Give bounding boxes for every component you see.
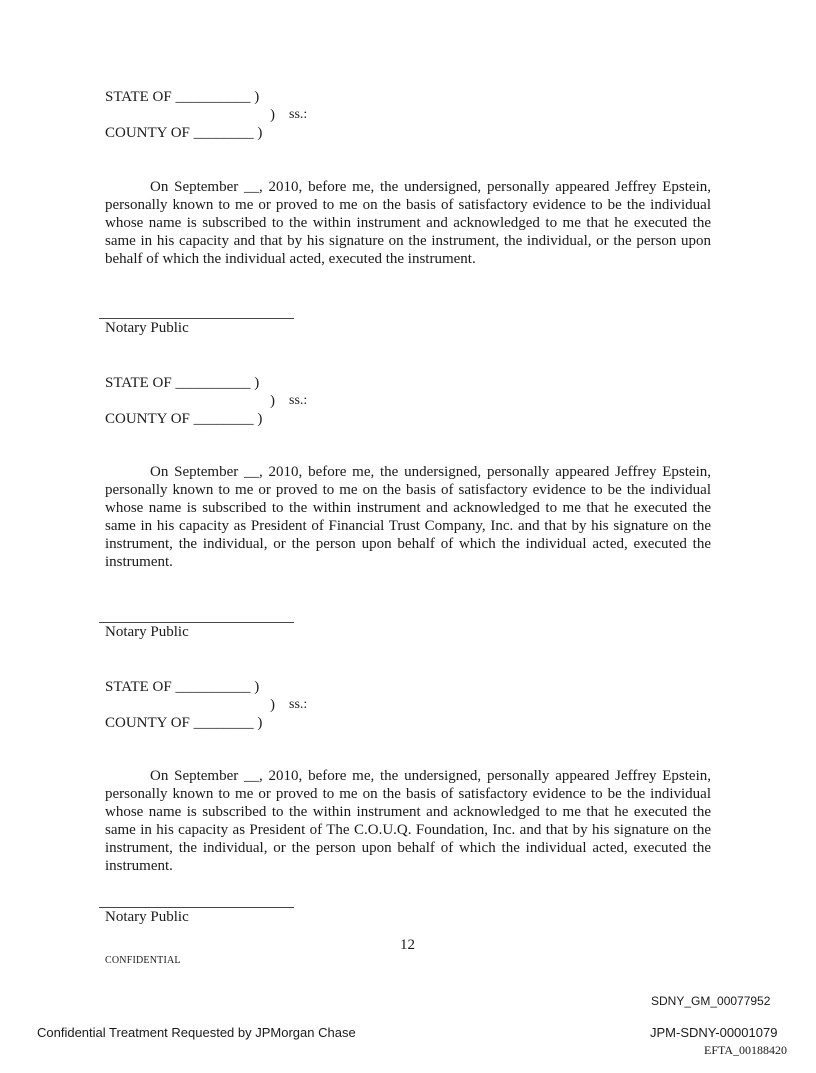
county-of-line: COUNTY OF ________ )	[105, 715, 263, 731]
efta-id: EFTA_00188420	[704, 1043, 788, 1057]
bates-number-sdny: SDNY_GM_00077952	[651, 994, 771, 1008]
state-of-line: STATE OF __________ )	[105, 89, 260, 105]
notary-public-label-2: Notary Public	[105, 624, 189, 640]
signature-line-1	[99, 318, 294, 319]
county-of-line: COUNTY OF ________ )	[105, 411, 263, 427]
acknowledgment-paragraph-2: On September __, 2010, before me, the undersigned, personally appeared Jeffrey Epstein, personally known to me or proved to me on the basis of satisfactory evidence to be the individual whose name is subscribed to the within instrument and acknowledged to me that he executed the same in his capacity as President of Financial Trust Company, Inc. and that by his signature on the instrument, the individual, or the person upon behalf of which the individual acted, executed the instrument.	[105, 464, 711, 570]
acknowledgment-paragraph-1: On September __, 2010, before me, the undersigned, personally appeared Jeffrey Epstein, personally known to me or proved to me on the basis of satisfactory evidence to be the individual whose name is subscribed to the within instrument and acknowledged to me that he executed the same in his capacity and that by his signature on the instrument, the individual, or the person upon behalf of which the individual acted, executed the instrument.	[105, 179, 711, 267]
paren-line: )	[270, 697, 275, 713]
signature-line-3	[99, 907, 294, 908]
paren-line: )	[270, 393, 275, 409]
ss-label: ss.:	[289, 107, 308, 122]
notary-public-label-1: Notary Public	[105, 320, 189, 336]
state-of-line: STATE OF __________ )	[105, 375, 260, 391]
ss-label: ss.:	[289, 697, 308, 712]
state-of-line: STATE OF __________ )	[105, 679, 260, 695]
paren-line: )	[270, 107, 275, 123]
ss-label: ss.:	[289, 393, 308, 408]
notary-public-label-3: Notary Public	[105, 909, 189, 925]
jpm-bates-number: JPM-SDNY-00001079	[650, 1025, 778, 1040]
confidential-treatment-footer: Confidential Treatment Requested by JPMorgan Chase	[37, 1025, 356, 1040]
confidential-label: CONFIDENTIAL	[105, 955, 181, 966]
signature-line-2	[99, 622, 294, 623]
page-number: 12	[400, 937, 415, 953]
county-of-line: COUNTY OF ________ )	[105, 125, 263, 141]
acknowledgment-paragraph-3: On September __, 2010, before me, the undersigned, personally appeared Jeffrey Epstein, personally known to me or proved to me on the basis of satisfactory evidence to be the individual whose name is subscribed to the within instrument and acknowledged to me that he executed the same in his capacity as President of The C.O.U.Q. Foundation, Inc. and that by his signature on the instrument, the individual, or the person upon behalf of which the individual acted, executed the instrument.	[105, 768, 711, 874]
